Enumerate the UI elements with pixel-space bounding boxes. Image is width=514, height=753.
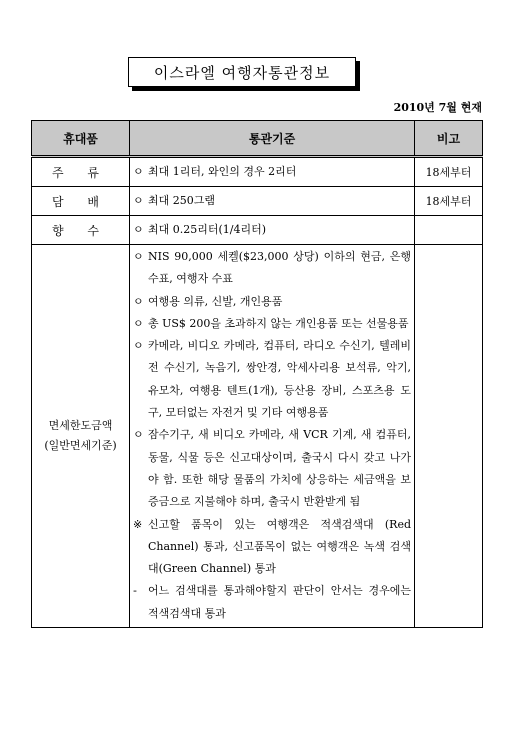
criteria-text: 여행용 의류, 신발, 개인용품 [148,294,283,308]
row-criteria [130,216,415,245]
list-item [130,246,414,291]
bullet-marker: ㅇ [133,222,144,236]
table-row [32,157,483,187]
criteria-text: 최대 250그램 [148,193,215,207]
row-note [415,245,483,628]
page-title [128,57,356,87]
list-item [130,514,414,581]
bullet-marker: ㅇ [133,250,144,263]
row-note: 18세부터 [415,187,483,216]
row-label: 주 류 [32,157,130,187]
table-header-row [32,121,483,157]
bullet-marker: ㅇ [133,339,144,353]
bullet-marker: ㅇ [133,164,144,178]
list-item [130,335,414,424]
bullet-marker: ㅇ [133,428,144,442]
bullet-marker: ㅇ [133,294,144,308]
duty-free-label-line1: 면세한도금액 [48,419,113,433]
criteria-text: 어느 검색대를 통과해야할지 판단이 안서는 경우에는 적색검색대 통과 [148,584,411,620]
list-item [130,580,414,625]
bullet-marker: ㅇ [133,193,144,207]
list-item [130,313,414,335]
criteria-text: 최대 1리터, 와인의 경우 2리터 [148,164,297,178]
row-criteria [130,245,415,628]
criteria-text: 총 US$ 200을 초과하지 않는 개인용품 또는 선물용품 [148,316,409,330]
table-row [32,245,483,628]
row-label: 담 배 [32,187,130,216]
criteria-text: NIS 90,000 세켈($23,000 상당) 이하의 현금, 은행수표, 여행자 수표 [148,250,411,286]
bullet-marker: ㅇ [133,316,144,330]
row-note [415,216,483,245]
row-label [32,245,130,628]
criteria-text: 카메라, 비디오 카메라, 컴퓨터, 라디오 수신기, 텔레비전 수신기, 녹음기, 쌍안경, 악세사리용 보석류, 악기, 유모차, 여행용 텐트(1개), 등산용 장비, 스포츠용 도구, 모터없는 자전거 및 기타 여행용품 [148,339,411,420]
duty-free-label-line2: (일반면세기준) [44,439,117,453]
customs-table [31,120,483,628]
criteria-text: 신고할 품목이 있는 여행객은 적색검색대 (Red Channel) 통과, 신고품목이 없는 여행객은 녹색 검색대(Green Channel) 통과 [148,517,411,576]
row-label: 향 수 [32,216,130,245]
row-note: 18세부터 [415,157,483,187]
criteria-text: 잠수기구, 새 비디오 카메라, 새 VCR 기계, 새 컴퓨터, 동물, 식물 등은 신고대상이며, 출국시 다시 갖고 나가야 함. 또한 해당 물품의 가치에 상응하는 세금액을 보증금으로 지불해야 하며, 출국시 반환받게 됨 [148,428,411,509]
header-criteria: 통관기준 [130,121,415,157]
date-note: 2010년 7월 현재 [393,101,482,114]
table-row [32,216,483,245]
reference-marker: ※ [133,517,143,531]
criteria-text: 최대 0.25리터(1/4리터) [148,222,267,236]
header-item: 휴대품 [32,121,130,157]
list-item [130,424,414,513]
page-title-text: 이스라엘 여행자통관정보 [153,63,331,82]
list-item [130,291,414,313]
header-remarks: 비고 [415,121,483,157]
dash-marker: - [133,584,137,598]
row-criteria [130,187,415,216]
row-criteria [130,157,415,187]
table-row [32,187,483,216]
